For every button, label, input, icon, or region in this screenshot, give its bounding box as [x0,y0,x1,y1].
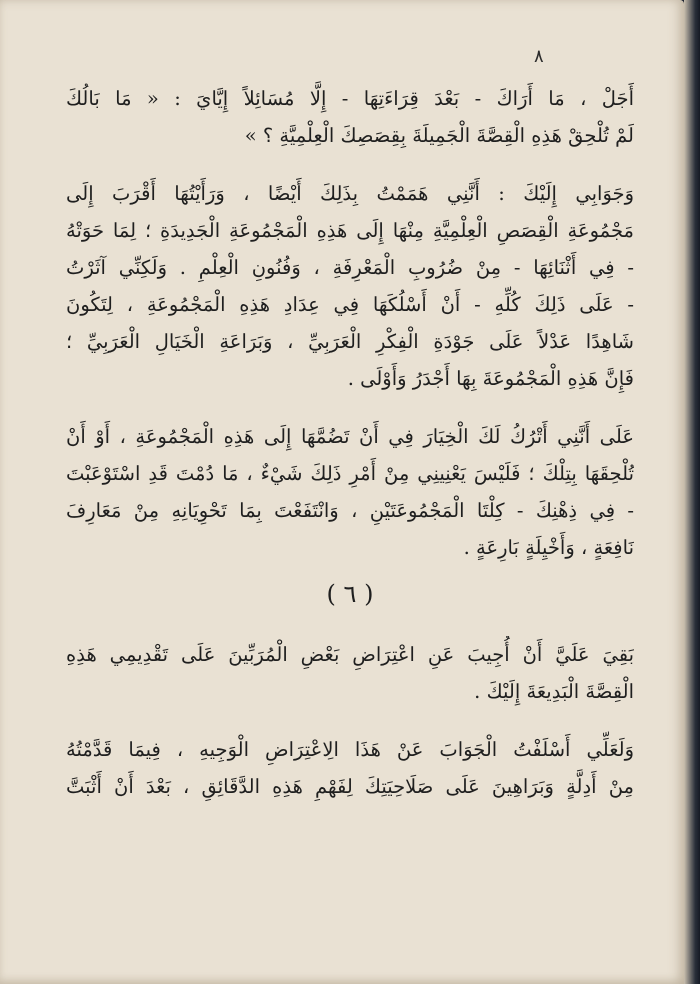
text-line: عَلَى أَنَّنِي أَتْرُكُ لَكَ الْخِيَارَ فِي أَنْ تَضُمَّهَا إِلَى هَذِهِ الْمَجْمُوعَةِ ، أَوْ أَنْ [66,425,634,448]
text-line: - فِي أَثْنَائِهَا - مِنْ ضُرُوبِ الْمَعْرِفَةِ ، وَفُنُونِ الْعِلْمِ . وَلَكِنِّي آثَرْتُ [66,256,634,279]
paragraph [66,636,634,710]
text-line: مَجْمُوعَةِ الْقِصَصِ الْعِلْمِيَّةِ مِنْهَا إِلَى هَذِهِ الْمَجْمُوعَةِ الْجَدِيدَةِ ؛ لِمَا حَوَتْهُ [66,219,634,242]
text-line: مِنْ أَدِلَّةٍ وَبَرَاهِينَ عَلَى صَلَاحِيَتِكَ لِفَهْمِ هَذِهِ الدَّقَائِقِ ، بَعْدَ أَنْ أَثْبَتَّ [66,775,634,798]
text-line: - فِي ذِهْنِكَ - كِلْتَا الْمَجْمُوعَتَيْنِ ، وَانْتَفَعْتَ بِمَا تَحْوِيَانِهِ مِنْ مَعَارِفَ [66,499,634,522]
text-line: أَجَلْ ، مَا أَرَاكَ - بَعْدَ قِرَاءَتِهَا - إِلَّا مُسَائِلاً إِيَّايَ : « مَا بَالُكَ [66,87,634,110]
page-number: ٨ [534,46,544,67]
paragraph [66,80,634,154]
text-line: تُلْحِقَهَا بِتِلْكَ ؛ فَلَيْسَ يَعْنِينِي مِنْ أَمْرِ ذَلِكَ شَيْءٌ ، مَا دُمْتَ قَدِ اسْتَوْعَبْتَ [66,462,634,485]
text-line: لَمْ تُلْحِقْ هَذِهِ الْقِصَّةَ الْجَمِيلَةَ بِقِصَصِكَ الْعِلْمِيَّةِ ؟ » [244,124,634,147]
text-line: وَلَعَلِّي أَسْلَفْتُ الْجَوَابَ عَنْ هَذَا الِاعْتِرَاضِ الْوَجِيهِ ، فِيمَا قَدَّمْتُهُ [66,738,634,761]
text-line: شَاهِدًا عَدْلاً عَلَى جَوْدَةِ الْفِكْرِ الْعَرَبِيِّ ، وَبَرَاعَةِ الْخَيَالِ الْعَرَبِيِّ ؛ [66,330,634,353]
paragraph [66,175,634,397]
page-edge [684,0,700,984]
text-line: وَجَوَابِي إِلَيْكَ : أَنَّنِي هَمَمْتُ بِذَلِكَ أَيْضًا ، وَرَأَيْتُهَا أَقْرَبَ إِلَى [66,182,634,205]
text-line: الْقِصَّةَ الْبَدِيعَةَ إِلَيْكَ . [474,680,634,703]
paragraph [66,418,634,566]
text-line: - عَلَى ذَلِكَ كُلِّهِ - أَنْ أَسْلُكَهَا فِي عِدَادِ هَذِهِ الْمَجْمُوعَةِ ، لِتَكُونَ [66,293,634,316]
paragraph [66,731,634,805]
text-line: بَقِيَ عَلَيَّ أَنْ أُجِيبَ عَنِ اعْتِرَاضِ بَعْضِ الْمُرَبِّينَ عَلَى تَقْدِيمِي هَذِهِ [66,643,634,666]
section-heading: ( ٦ ) [326,580,374,608]
text-line: نَافِعَةٍ ، وَأَخْيِلَةٍ بَارِعَةٍ . [463,536,634,559]
text-line: فَإِنَّ هَذِهِ الْمَجْمُوعَةَ بِهَا أَجْدَرُ وَأَوْلَى . [347,367,634,390]
body-text [66,80,634,805]
